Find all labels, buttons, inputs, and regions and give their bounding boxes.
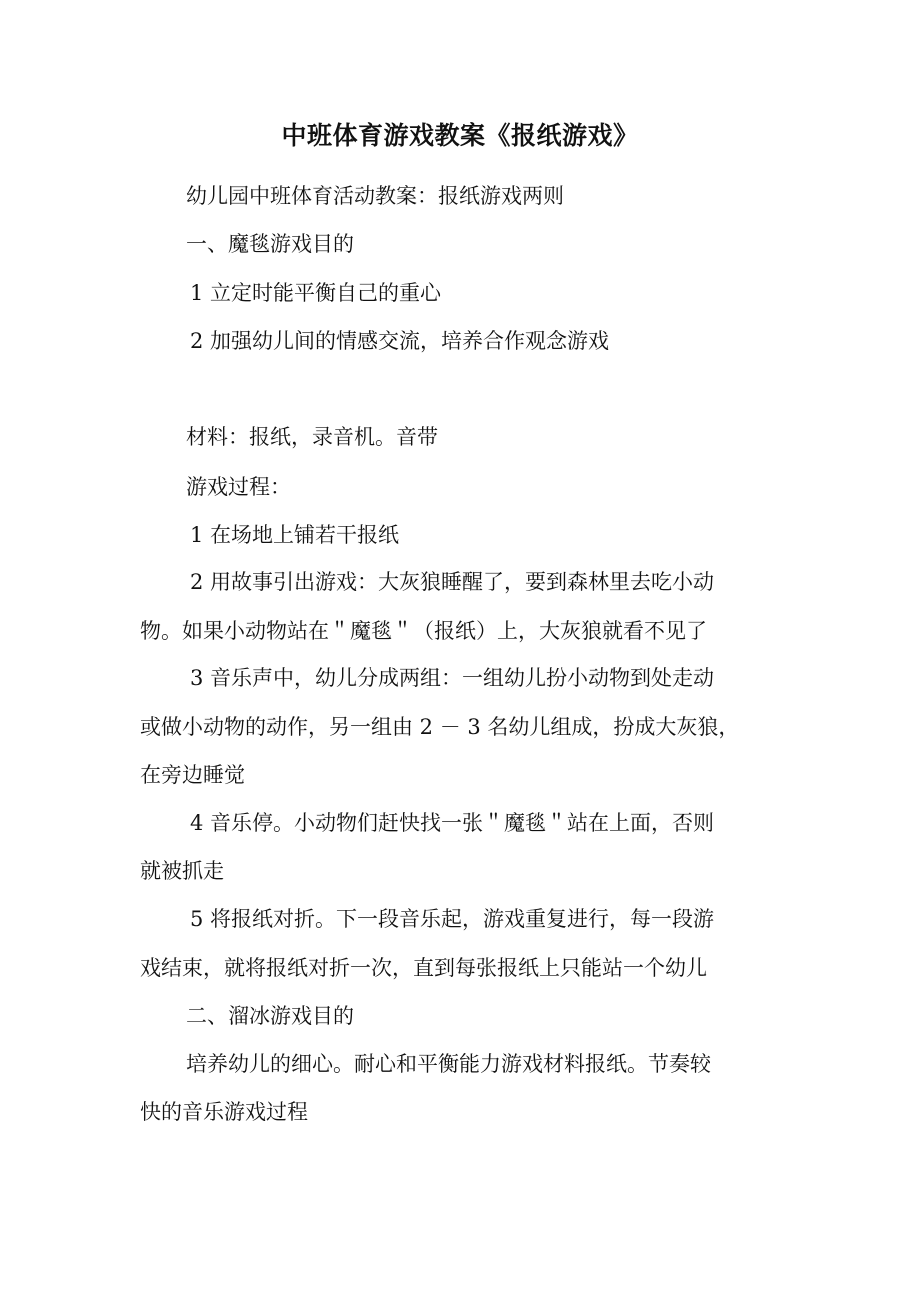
materials-line: 材料：报纸，录音机。音带 <box>186 425 438 449</box>
section-2-para-line-1: 培养幼儿的细心。耐心和平衡能力游戏材料报纸。节奏较 <box>186 1052 711 1076</box>
step-2-line-1: 2 用故事引出游戏：大灰狼睡醒了，要到森林里去吃小动 <box>190 570 715 594</box>
step-5-line-2: 戏结束，就将报纸对折一次，直到每张报纸上只能站一个幼儿 <box>140 956 707 980</box>
section-heading-2: 二、溜冰游戏目的 <box>186 1004 354 1028</box>
step-1: 1 在场地上铺若干报纸 <box>190 523 400 547</box>
section-heading-1: 一、魔毯游戏目的 <box>186 232 354 256</box>
step-2-line-2: 物。如果小动物站在＂魔毯＂（报纸）上，大灰狼就看不见了 <box>140 619 707 643</box>
document-title: 中班体育游戏教案《报纸游戏》 <box>281 121 639 150</box>
goal-item-2: 2 加强幼儿间的情感交流，培养合作观念游戏 <box>190 329 610 353</box>
step-3-line-3: 在旁边睡觉 <box>140 763 245 787</box>
step-4-line-1: 4 音乐停。小动物们赶快找一张＂魔毯＂站在上面，否则 <box>190 811 715 835</box>
goal-item-1: 1 立定时能平衡自己的重心 <box>190 281 442 305</box>
process-heading: 游戏过程： <box>186 475 291 499</box>
intro-line: 幼儿园中班体育活动教案：报纸游戏两则 <box>186 184 564 208</box>
step-3-line-1: 3 音乐声中，幼儿分成两组：一组幼儿扮小动物到处走动 <box>190 666 715 690</box>
step-3-line-2: 或做小动物的动作，另一组由 2 － 3 名幼儿组成，扮成大灰狼， <box>140 715 740 739</box>
section-2-para-line-2: 快的音乐游戏过程 <box>140 1100 308 1124</box>
step-5-line-1: 5 将报纸对折。下一段音乐起，游戏重复进行，每一段游 <box>190 907 715 931</box>
step-4-line-2: 就被抓走 <box>140 859 224 883</box>
